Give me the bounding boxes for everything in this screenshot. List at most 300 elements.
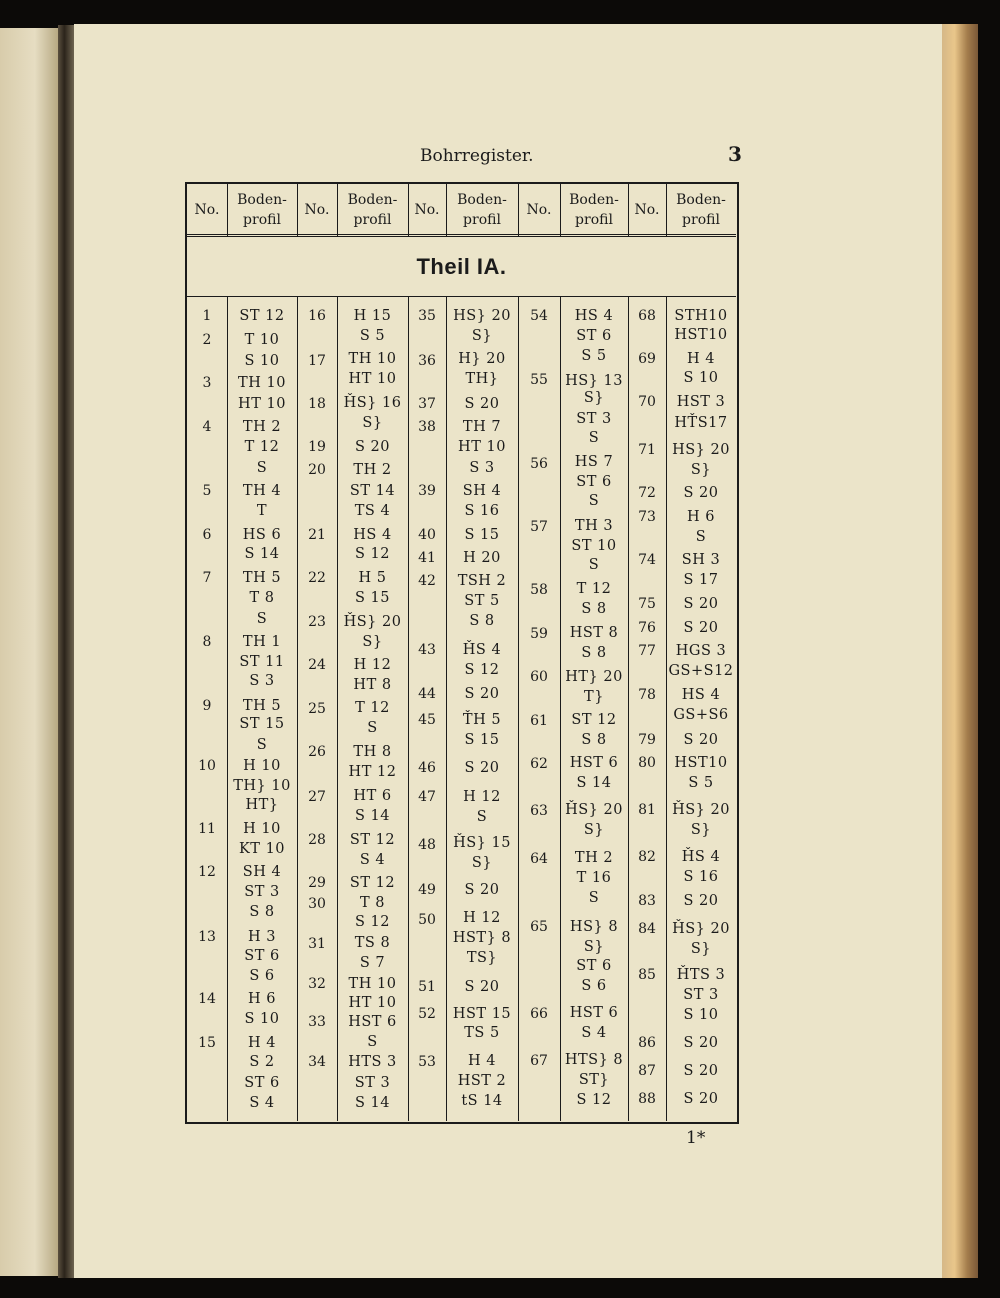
soil-profile-entry: S <box>256 460 268 476</box>
soil-profile-entry: S 4 <box>581 1025 607 1041</box>
soil-profile-entry: H 4 <box>468 1053 496 1069</box>
soil-profile-entry: S 20 <box>683 1035 719 1051</box>
header-rule <box>337 184 338 237</box>
boring-number: 22 <box>308 570 326 586</box>
soil-profile-entry: H} 20 <box>458 351 506 367</box>
boring-number: 14 <box>198 991 216 1007</box>
soil-profile-entry: T 12 <box>576 581 612 597</box>
boring-number: 35 <box>418 308 436 324</box>
boring-number: 13 <box>198 929 216 945</box>
soil-profile-entry: HST10 <box>674 755 728 771</box>
soil-profile-entry: H 10 <box>243 758 281 774</box>
soil-profile-entry: ST 14 <box>349 483 396 499</box>
soil-profile-entry: HS} 13 <box>565 373 623 389</box>
boring-number: 87 <box>638 1063 656 1079</box>
boring-number: 80 <box>638 755 656 771</box>
boring-number: 76 <box>638 620 656 636</box>
boring-number: 60 <box>530 669 548 685</box>
boring-number: 77 <box>638 643 656 659</box>
boring-number: 54 <box>530 308 548 324</box>
soil-profile-entry: HT 8 <box>353 677 392 693</box>
soil-profile-entry: S <box>588 493 600 509</box>
running-head: Bohrregister. <box>420 146 534 166</box>
boring-number: 47 <box>418 789 436 805</box>
soil-profile-entry: S 20 <box>683 1063 719 1079</box>
soil-profile-entry: T 10 <box>244 332 280 348</box>
soil-profile-entry: ST 12 <box>349 832 396 848</box>
soil-profile-entry: HTS} 8 <box>564 1052 624 1068</box>
header-rule <box>227 184 228 237</box>
boring-number: 36 <box>418 353 436 369</box>
soil-profile-entry: TH 10 <box>348 351 397 367</box>
soil-profile-entry: TH 8 <box>353 744 392 760</box>
section-title: Theil IA. <box>187 237 736 297</box>
boring-number: 17 <box>308 353 326 369</box>
boring-number: 53 <box>418 1054 436 1070</box>
soil-profile-entry: S 8 <box>581 732 607 748</box>
boring-number: 25 <box>308 701 326 717</box>
soil-profile-entry: HST 2 <box>457 1073 507 1089</box>
soil-profile-entry: S 20 <box>464 396 500 412</box>
soil-profile-entry: S 12 <box>464 662 500 678</box>
header-bodenprofil-2: Boden- profil <box>347 191 398 228</box>
soil-profile-entry: S} <box>690 462 712 478</box>
soil-profile-entry: S 8 <box>581 645 607 661</box>
boring-number: 63 <box>530 803 548 819</box>
soil-profile-entry: ȞS} 20 <box>343 614 402 630</box>
boring-number: 3 <box>202 375 212 391</box>
boring-number: 15 <box>198 1035 216 1051</box>
boring-number: 37 <box>418 396 436 412</box>
soil-profile-entry: S 5 <box>688 775 714 791</box>
soil-profile-entry: T} <box>584 689 604 705</box>
soil-profile-entry: S 4 <box>359 852 386 868</box>
soil-profile-entry: HTS 3 <box>348 1054 397 1070</box>
soil-profile-entry: S 4 <box>249 1095 275 1111</box>
boring-number: 45 <box>418 712 436 728</box>
soil-profile-entry: S 6 <box>581 978 607 994</box>
soil-profile-entry: HT 6 <box>353 788 392 804</box>
soil-profile-entry: TS 8 <box>354 935 391 951</box>
soil-profile-entry: T 8 <box>249 590 275 606</box>
boring-number: 9 <box>202 698 212 714</box>
soil-profile-entry: ȞS} 20 <box>565 802 623 818</box>
soil-profile-entry: S 12 <box>576 1092 612 1108</box>
soil-profile-entry: ST 3 <box>244 884 280 900</box>
soil-profile-entry: S 20 <box>683 485 719 501</box>
soil-profile-entry: S} <box>471 328 493 344</box>
header-no-1: No. <box>194 201 220 218</box>
soil-profile-entry: TSH 2 <box>457 573 507 589</box>
soil-profile-entry: S 20 <box>464 686 500 702</box>
soil-profile-entry: TH 10 <box>348 976 397 992</box>
soil-profile-entry: TH 5 <box>242 570 282 586</box>
header-no-2: No. <box>304 201 330 218</box>
boring-number: 58 <box>530 582 548 598</box>
header-rule <box>628 184 629 237</box>
soil-profile-entry: TH 1 <box>242 634 282 650</box>
soil-profile-entry: S 20 <box>683 596 719 612</box>
soil-profile-entry: T 12 <box>244 439 280 455</box>
boring-number: 46 <box>418 760 436 776</box>
boring-number: 65 <box>530 919 548 935</box>
soil-profile-entry: H 15 <box>353 308 392 324</box>
soil-profile-entry: ST 5 <box>464 593 500 609</box>
boring-number: 64 <box>530 851 548 867</box>
boring-number: 8 <box>202 634 212 650</box>
soil-profile-entry: ST 15 <box>239 716 285 732</box>
header-no-4: No. <box>526 201 552 218</box>
soil-profile-entry: S 10 <box>683 370 719 386</box>
book-gutter <box>58 25 74 1278</box>
boring-number: 5 <box>202 483 212 499</box>
soil-profile-entry: H 5 <box>358 570 387 586</box>
soil-profile-entry: HST 6 <box>569 755 619 771</box>
soil-profile-entry: TH 10 <box>238 375 286 391</box>
soil-profile-entry: GS+S12 <box>668 663 734 679</box>
boring-number: 27 <box>308 789 326 805</box>
soil-profile-entry: ȞS} 20 <box>672 921 730 937</box>
soil-profile-entry: ȞTS 3 <box>676 967 726 983</box>
soil-profile-entry: KT 10 <box>238 841 286 857</box>
soil-profile-entry: T <box>256 503 268 519</box>
soil-profile-entry: TH 2 <box>242 419 282 435</box>
soil-profile-entry: ȞS} 16 <box>343 395 402 411</box>
soil-profile-entry: S 20 <box>683 893 719 909</box>
soil-profile-entry: S 10 <box>244 353 280 369</box>
boring-number: 16 <box>308 308 326 324</box>
soil-profile-entry: S 15 <box>464 732 500 748</box>
header-bodenprofil-1: Boden- profil <box>237 191 287 228</box>
soil-profile-entry: S 16 <box>464 503 500 519</box>
soil-profile-entry: TH 2 <box>574 850 614 866</box>
boring-number: 55 <box>530 372 548 388</box>
boring-number: 82 <box>638 849 656 865</box>
boring-number: 40 <box>418 527 436 543</box>
soil-profile-entry: S 14 <box>244 546 280 562</box>
boring-number: 31 <box>308 936 326 952</box>
boring-number: 21 <box>308 527 326 543</box>
header-rule <box>560 184 561 237</box>
soil-profile-entry: HT} <box>245 797 279 813</box>
soil-profile-entry: SH 4 <box>242 864 282 880</box>
boring-number: 72 <box>638 485 656 501</box>
boring-number: 10 <box>198 758 216 774</box>
soil-profile-entry: ST 11 <box>239 654 285 670</box>
soil-profile-entry: S 20 <box>683 620 719 636</box>
boring-number: 83 <box>638 893 656 909</box>
soil-profile-entry: S 12 <box>355 914 390 930</box>
soil-profile-entry: TH 7 <box>462 419 502 435</box>
soil-profile-entry: HT 10 <box>238 396 286 412</box>
soil-profile-entry: HST} 8 <box>452 930 512 946</box>
boring-number: 44 <box>418 686 436 702</box>
soil-profile-entry: GS+S6 <box>673 707 729 723</box>
signature-mark: 1* <box>686 1128 706 1148</box>
soil-profile-entry: H 10 <box>243 821 281 837</box>
boring-number: 67 <box>530 1053 548 1069</box>
soil-profile-entry: S} <box>362 415 383 431</box>
soil-profile-entry: ST 12 <box>349 875 396 891</box>
header-bodenprofil-3: Boden- profil <box>457 191 507 228</box>
soil-profile-entry: S <box>367 720 378 736</box>
soil-profile-entry: HT 12 <box>348 764 397 780</box>
soil-profile-entry: S 16 <box>683 869 719 885</box>
soil-profile-entry: H 12 <box>353 657 392 673</box>
soil-profile-entry: ŤH 5 <box>462 712 502 728</box>
soil-profile-entry: TH} <box>465 371 499 387</box>
boring-number: 6 <box>202 527 212 543</box>
soil-profile-entry: S 3 <box>249 673 275 689</box>
soil-profile-entry: HST10 <box>674 327 728 343</box>
table-header <box>187 184 736 237</box>
boring-number: 41 <box>418 550 436 566</box>
soil-profile-entry: ST 6 <box>576 328 612 344</box>
header-bodenprofil-4: Boden- profil <box>569 191 619 228</box>
soil-profile-entry: S 8 <box>469 613 495 629</box>
soil-profile-entry: H 3 <box>248 929 276 945</box>
soil-profile-entry: ST 6 <box>576 958 612 974</box>
boring-number: 42 <box>418 573 436 589</box>
soil-profile-entry: S <box>588 557 600 573</box>
soil-profile-entry: HST 3 <box>676 394 726 410</box>
boring-number: 68 <box>638 308 656 324</box>
soil-profile-entry: S 5 <box>581 348 607 364</box>
soil-profile-entry: HS} 20 <box>672 442 730 458</box>
header-rule <box>518 184 519 237</box>
boring-number: 70 <box>638 394 656 410</box>
soil-profile-entry: ȞS 4 <box>681 849 721 865</box>
header-bodenprofil-5: Boden- profil <box>676 191 726 228</box>
soil-profile-entry: ȞS} 15 <box>453 835 511 851</box>
soil-profile-entry: TS} <box>466 950 498 966</box>
boring-number: 19 <box>308 439 326 455</box>
boring-number: 88 <box>638 1091 656 1107</box>
boring-number: 52 <box>418 1006 436 1022</box>
soil-profile-entry: S <box>367 1034 378 1050</box>
soil-profile-entry: ȞS} 20 <box>672 802 730 818</box>
boring-number: 84 <box>638 921 656 937</box>
soil-profile-entry: TH 3 <box>574 518 614 534</box>
soil-profile-entry: HS 4 <box>574 308 614 324</box>
boring-number: 50 <box>418 912 436 928</box>
boring-number: 59 <box>530 626 548 642</box>
soil-profile-entry: ST 12 <box>571 712 617 728</box>
soil-profile-entry: S 7 <box>359 955 386 971</box>
boring-number: 20 <box>308 462 326 478</box>
boring-number: 32 <box>308 976 326 992</box>
soil-profile-entry: S 14 <box>576 775 612 791</box>
soil-profile-entry: S 12 <box>355 546 390 562</box>
soil-profile-entry: TH} 10 <box>233 778 291 794</box>
soil-profile-entry: tS 14 <box>461 1093 503 1109</box>
boring-number: 4 <box>202 419 212 435</box>
book-fore-edge <box>942 24 978 1278</box>
soil-profile-entry: HST 8 <box>569 625 619 641</box>
boring-number: 12 <box>198 864 216 880</box>
soil-profile-entry: S} <box>583 390 605 406</box>
boring-number: 7 <box>202 570 212 586</box>
boring-number: 86 <box>638 1035 656 1051</box>
boring-number: 61 <box>530 713 548 729</box>
soil-profile-entry: S 5 <box>359 328 386 344</box>
soil-profile-entry: H 6 <box>248 991 276 1007</box>
soil-profile-entry: S 17 <box>683 572 719 588</box>
soil-profile-entry: ST 3 <box>354 1075 391 1091</box>
boring-number: 11 <box>198 821 216 837</box>
soil-profile-entry: H 12 <box>463 789 501 805</box>
boring-number: 56 <box>530 456 548 472</box>
soil-profile-entry: ȞS 4 <box>462 642 502 658</box>
boring-number: 69 <box>638 351 656 367</box>
soil-profile-entry: HST 15 <box>452 1006 512 1022</box>
register-table <box>185 182 739 1124</box>
boring-number: 1 <box>202 308 212 324</box>
soil-profile-entry: S 20 <box>683 732 719 748</box>
soil-profile-entry: S <box>695 529 707 545</box>
soil-profile-entry: HGS 3 <box>675 643 727 659</box>
boring-number: 71 <box>638 442 656 458</box>
boring-number: 73 <box>638 509 656 525</box>
soil-profile-entry: S} <box>583 939 605 955</box>
header-rule <box>446 184 447 237</box>
soil-profile-entry: ST 10 <box>571 538 617 554</box>
page-number: 3 <box>728 142 742 166</box>
boring-number: 28 <box>308 832 326 848</box>
soil-profile-entry: S <box>256 611 268 627</box>
boring-number: 39 <box>418 483 436 499</box>
soil-profile-entry: HS} 8 <box>569 919 619 935</box>
soil-profile-entry: T 12 <box>355 700 390 716</box>
soil-profile-entry: HT 10 <box>348 371 397 387</box>
soil-profile-entry: ST 3 <box>683 987 719 1003</box>
soil-profile-entry: T 16 <box>576 870 612 886</box>
soil-profile-entry: ST 3 <box>576 411 612 427</box>
soil-profile-entry: HS 6 <box>242 527 282 543</box>
soil-profile-entry: S} <box>690 941 712 957</box>
header-rule <box>408 184 409 237</box>
soil-profile-entry: HŤS17 <box>674 415 728 431</box>
soil-profile-entry: S <box>476 809 488 825</box>
boring-number: 26 <box>308 744 326 760</box>
boring-number: 49 <box>418 882 436 898</box>
soil-profile-entry: TH 5 <box>242 698 282 714</box>
soil-profile-entry: S 20 <box>683 1091 719 1107</box>
boring-number: 24 <box>308 657 326 673</box>
boring-number: 75 <box>638 596 656 612</box>
soil-profile-entry: H 12 <box>463 910 501 926</box>
soil-profile-entry: S 10 <box>244 1011 280 1027</box>
soil-profile-entry: S} <box>583 822 605 838</box>
soil-profile-entry: HT} 20 <box>565 669 623 685</box>
soil-profile-entry: H 6 <box>687 509 715 525</box>
column-rule <box>518 297 519 1121</box>
soil-profile-entry: ST 6 <box>244 1075 280 1091</box>
soil-profile-entry: S} <box>690 822 712 838</box>
header-no-3: No. <box>414 201 440 218</box>
boring-number: 34 <box>308 1054 326 1070</box>
boring-number: 51 <box>418 979 436 995</box>
soil-profile-entry: HT 10 <box>458 439 506 455</box>
boring-number: 57 <box>530 519 548 535</box>
soil-profile-entry: S 8 <box>581 601 607 617</box>
adjacent-page-edge <box>0 28 58 1276</box>
soil-profile-entry: HT 10 <box>348 995 397 1011</box>
boring-number: 66 <box>530 1006 548 1022</box>
soil-profile-entry: S 20 <box>464 760 500 776</box>
soil-profile-entry: S 10 <box>683 1007 719 1023</box>
soil-profile-entry: TS 5 <box>464 1025 500 1041</box>
boring-number: 48 <box>418 837 436 853</box>
header-rule <box>297 184 298 237</box>
boring-number: 29 <box>308 875 326 891</box>
header-rule <box>666 184 667 237</box>
soil-profile-entry: HST 6 <box>348 1014 397 1030</box>
soil-profile-entry: S <box>256 737 268 753</box>
soil-profile-entry: HST 6 <box>569 1005 619 1021</box>
soil-profile-entry: HS} 20 <box>453 308 511 324</box>
boring-number: 23 <box>308 614 326 630</box>
soil-profile-entry: STH10 <box>674 308 728 324</box>
soil-profile-entry: H 4 <box>687 351 715 367</box>
soil-profile-entry: S 6 <box>249 968 275 984</box>
soil-profile-entry: S 14 <box>355 1095 390 1111</box>
boring-number: 74 <box>638 552 656 568</box>
soil-profile-entry: S <box>588 430 600 446</box>
soil-profile-entry: S} <box>362 634 383 650</box>
soil-profile-entry: ST 12 <box>239 308 285 324</box>
soil-profile-entry: SH 3 <box>681 552 721 568</box>
soil-profile-entry: S 8 <box>249 904 275 920</box>
soil-profile-entry: H 4 <box>248 1035 276 1051</box>
boring-number: 78 <box>638 687 656 703</box>
boring-number: 79 <box>638 732 656 748</box>
boring-number: 85 <box>638 967 656 983</box>
boring-number: 33 <box>308 1014 326 1030</box>
soil-profile-entry: TH 2 <box>353 462 392 478</box>
soil-profile-entry: S 15 <box>355 590 390 606</box>
soil-profile-entry: S 14 <box>355 808 390 824</box>
soil-profile-entry: H 20 <box>463 550 501 566</box>
soil-profile-entry: HS 7 <box>574 454 614 470</box>
soil-profile-entry: HS 4 <box>353 527 392 543</box>
column-rule <box>628 297 629 1121</box>
soil-profile-entry: S 20 <box>464 979 500 995</box>
boring-number: 2 <box>202 332 212 348</box>
soil-profile-entry: S 20 <box>464 882 500 898</box>
soil-profile-entry: SH 4 <box>462 483 502 499</box>
soil-profile-entry: T 8 <box>359 895 385 911</box>
boring-number: 38 <box>418 419 436 435</box>
boring-number: 81 <box>638 802 656 818</box>
soil-profile-entry: S 15 <box>464 527 500 543</box>
boring-number: 18 <box>308 396 326 412</box>
soil-profile-entry: ST 6 <box>576 474 612 490</box>
soil-profile-entry: S 2 <box>249 1054 275 1070</box>
soil-profile-entry: HS 4 <box>681 687 721 703</box>
soil-profile-entry: S} <box>471 855 493 871</box>
boring-number: 62 <box>530 756 548 772</box>
soil-profile-entry: TH 4 <box>242 483 282 499</box>
soil-profile-entry: TS 4 <box>354 503 391 519</box>
soil-profile-entry: ST} <box>578 1072 610 1088</box>
soil-profile-entry: ST 6 <box>244 948 280 964</box>
soil-profile-entry: S 20 <box>355 439 390 455</box>
soil-profile-entry: S <box>588 890 600 906</box>
boring-number: 43 <box>418 642 436 658</box>
boring-number: 30 <box>308 896 326 912</box>
header-no-5: No. <box>634 201 660 218</box>
